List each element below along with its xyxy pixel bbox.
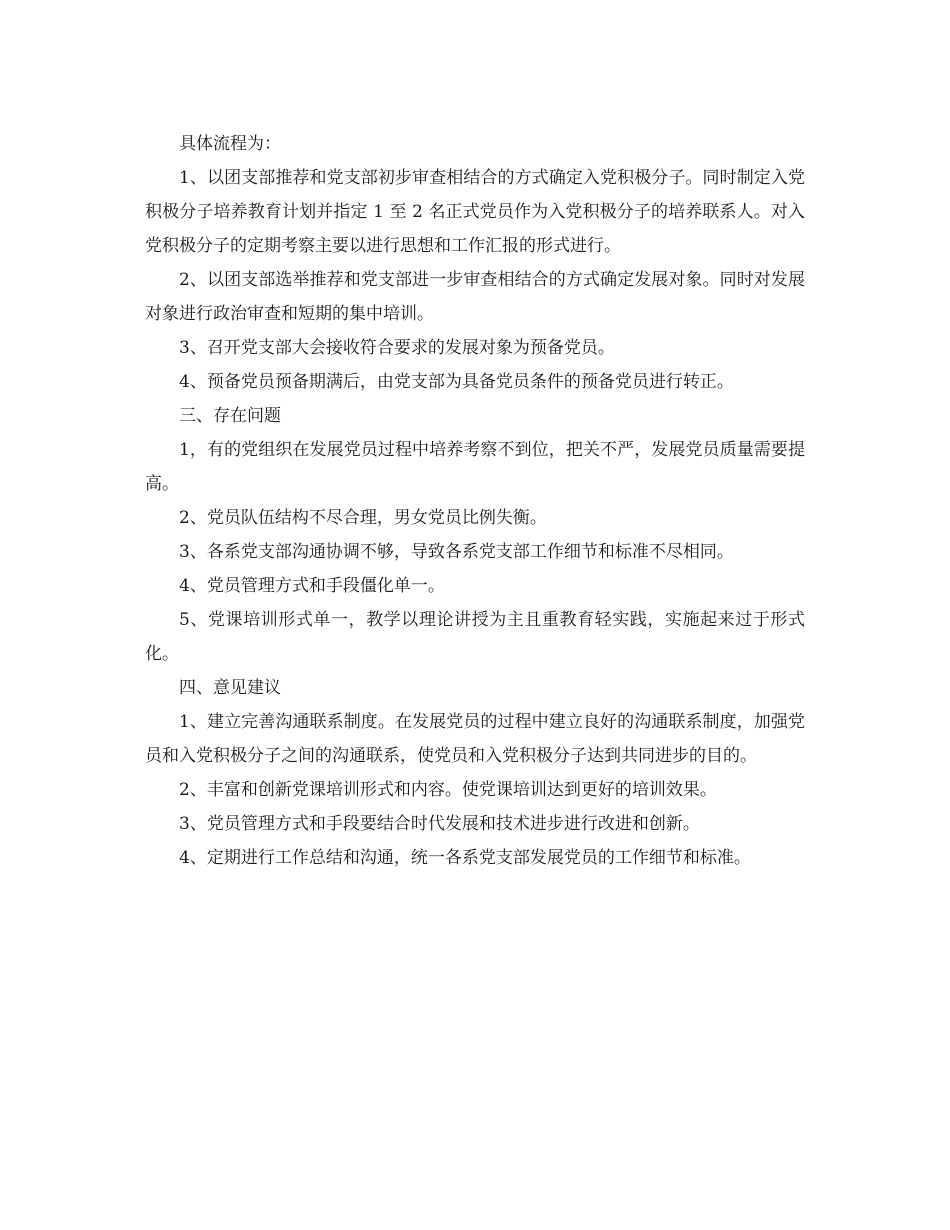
paragraph-step-3: 3、召开党支部大会接收符合要求的发展对象为预备党员。 xyxy=(179,338,615,358)
paragraph-suggestion-4: 4、定期进行工作总结和沟通，统一各系党支部发展党员的工作细节和标准。 xyxy=(179,848,751,868)
paragraph-problem-2: 2、党员队伍结构不尽合理，男女党员比例失衡。 xyxy=(179,508,547,528)
paragraph-suggestion-2: 2、丰富和创新党课培训形式和内容。使党课培训达到更好的培训效果。 xyxy=(179,780,717,800)
paragraph-problem-5: 5、党课培训形式单一，教学以理论讲授为主且重教育轻实践，实施起来过于形式化。 xyxy=(145,610,805,664)
paragraph-problem-1: 1，有的党组织在发展党员过程中培养考察不到位，把关不严，发展党员质量需要提高。 xyxy=(145,440,805,494)
paragraph-step-1: 1、以团支部推荐和党支部初步审查相结合的方式确定入党积极分子。同时制定入党积极分子培养教育计划并指定 1 至 2 名正式党员作为入党积极分子的培养联系人。对入党积极分子的定期考察主要以进行思想和工作汇报的形式进行。 xyxy=(145,168,805,256)
paragraph-suggestion-3: 3、党员管理方式和手段要结合时代发展和技术进步进行改进和创新。 xyxy=(179,814,700,834)
paragraph-problem-4: 4、党员管理方式和手段僵化单一。 xyxy=(179,576,445,596)
paragraph-process-intro: 具体流程为： xyxy=(179,134,281,154)
paragraph-step-2: 2、以团支部选举推荐和党支部进一步审查相结合的方式确定发展对象。同时对发展对象进行政治审查和短期的集中培训。 xyxy=(145,270,805,324)
document-body xyxy=(145,127,805,875)
section-heading-suggestions: 四、意见建议 xyxy=(179,678,281,698)
section-heading-problems: 三、存在问题 xyxy=(179,406,281,426)
paragraph-problem-3: 3、各系党支部沟通协调不够，导致各系党支部工作细节和标准不尽相同。 xyxy=(179,542,734,562)
paragraph-step-4: 4、预备党员预备期满后，由党支部为具备党员条件的预备党员进行转正。 xyxy=(179,372,734,392)
paragraph-suggestion-1: 1、建立完善沟通联系制度。在发展党员的过程中建立良好的沟通联系制度，加强党员和入党积极分子之间的沟通联系，使党员和入党积极分子达到共同进步的目的。 xyxy=(145,712,805,766)
